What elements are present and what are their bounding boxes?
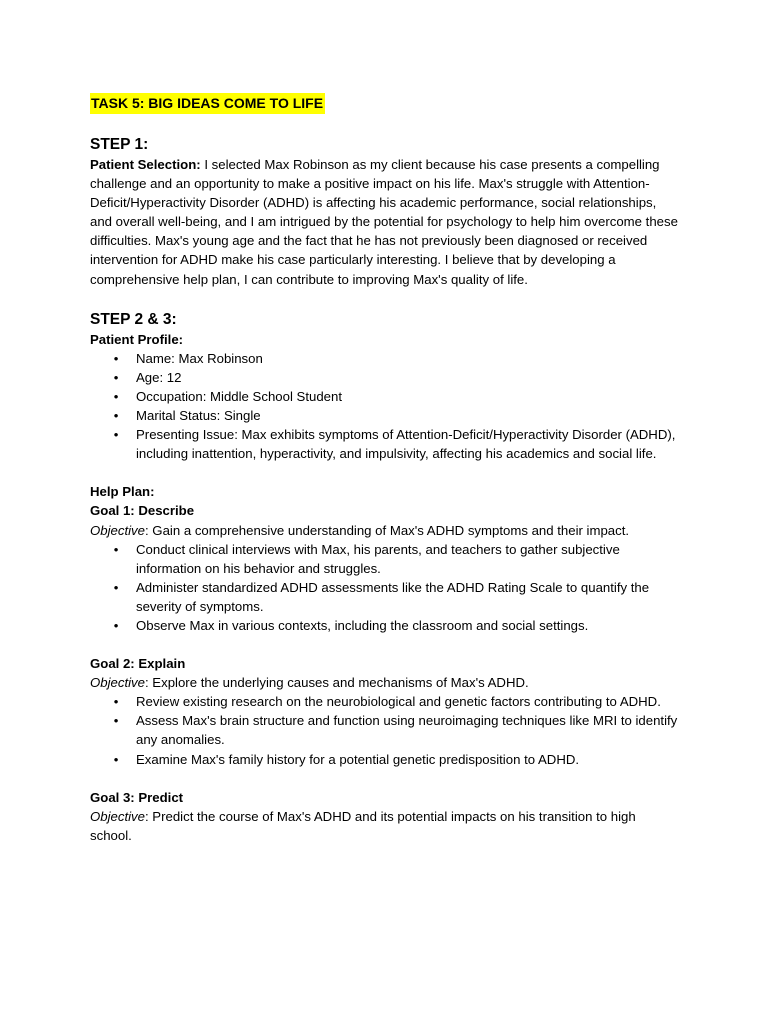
help-plan-label: Help Plan: — [90, 484, 155, 500]
patient-selection-paragraph — [90, 155, 678, 289]
goal-3-objective — [90, 807, 678, 845]
list-item — [113, 578, 678, 616]
objective-text: : Gain a comprehensive understanding of Max's ADHD symptoms and their impact. — [144, 522, 630, 538]
goal-2-list — [90, 692, 678, 768]
bullet-icon: • — [113, 541, 119, 557]
goal-2-item-2: Assess Max's brain structure and function using neuroimaging techniques like MRI to identify any anomalies. — [136, 713, 678, 748]
list-item — [113, 425, 678, 463]
list-item — [113, 692, 678, 711]
profile-occupation: Occupation: Middle School Student — [136, 388, 342, 404]
goal-1-objective — [90, 521, 678, 540]
objective-label: Objective — [90, 675, 145, 691]
goal-2-item-1: Review existing research on the neurobiological and genetic factors contributing to ADHD. — [136, 694, 661, 710]
list-item — [113, 540, 678, 578]
goal-1-item-1: Conduct clinical interviews with Max, his parents, and teachers to gather subjective information on his behavior and struggles. — [136, 541, 620, 576]
step1-heading: STEP 1: — [90, 136, 149, 153]
spacer — [90, 769, 678, 788]
goal-1-list — [90, 540, 678, 635]
list-item — [113, 387, 678, 406]
bullet-icon: • — [113, 388, 119, 404]
profile-presenting-issue: Presenting Issue: Max exhibits symptoms of Attention-Deficit/Hyperactivity Disorder (ADHD), including inattention, hyperactivity, and impulsivity, affecting his academics and social life. — [136, 427, 676, 462]
profile-marital-status: Marital Status: Single — [136, 408, 261, 424]
bullet-icon: • — [113, 579, 119, 595]
objective-text: : Explore the underlying causes and mechanisms of Max's ADHD. — [144, 675, 529, 691]
list-item — [113, 368, 678, 387]
spacer — [90, 463, 678, 482]
objective-label: Objective — [90, 808, 145, 824]
goal-1-item-3: Observe Max in various contexts, including the classroom and social settings. — [136, 617, 589, 633]
bullet-icon: • — [113, 350, 119, 366]
bullet-icon: • — [113, 713, 119, 729]
goal-2-item-3: Examine Max's family history for a potential genetic predisposition to ADHD. — [136, 751, 580, 767]
list-item — [113, 711, 678, 749]
spacer — [90, 635, 678, 654]
objective-label: Objective — [90, 522, 145, 538]
goal-3-title: Goal 3: Predict — [90, 789, 184, 805]
objective-text: : Predict the course of Max's ADHD and its potential impacts on his transition to high school. — [90, 808, 636, 843]
bullet-icon: • — [113, 694, 119, 710]
patient-profile-label: Patient Profile: — [90, 331, 184, 347]
step23-heading: STEP 2 & 3: — [90, 310, 177, 328]
list-item — [113, 349, 678, 368]
bullet-icon: • — [113, 751, 119, 767]
patient-selection-text: I selected Max Robinson as my client because his case presents a compelling challenge and an opportunity to make a positive impact on his life. Max's struggle with Attention-Deficit/Hyperactivity Disorder (ADHD) is affecting his academic performance, social relationships, and overall well-being, and I am intrigued by the potential for psychology to help him overcome these difficulties. Max's young age and the fact that he has not previously been diagnosed or received intervention for ADHD make his case particularly interesting. I believe that by developing a comprehensive help plan, I can contribute to improving Max's quality of life. — [90, 157, 678, 287]
bullet-icon: • — [113, 369, 119, 385]
goal-2-title: Goal 2: Explain — [90, 656, 186, 672]
bullet-icon: • — [113, 408, 119, 424]
list-item — [113, 616, 678, 635]
profile-age: Age: 12 — [136, 369, 182, 385]
profile-name: Name: Max Robinson — [136, 350, 263, 366]
goal-1-title: Goal 1: Describe — [90, 503, 195, 519]
patient-selection-label: Patient Selection: — [90, 157, 201, 172]
list-item — [113, 406, 678, 425]
task-title: TASK 5: BIG IDEAS COME TO LIFE — [90, 93, 325, 114]
bullet-icon: • — [113, 617, 119, 633]
goal-2-objective — [90, 673, 678, 692]
goal-1-item-2: Administer standardized ADHD assessments like the ADHD Rating Scale to quantify the severity of symptoms. — [136, 579, 650, 614]
patient-profile-list — [90, 349, 678, 464]
list-item — [113, 750, 678, 769]
bullet-icon: • — [113, 427, 119, 443]
